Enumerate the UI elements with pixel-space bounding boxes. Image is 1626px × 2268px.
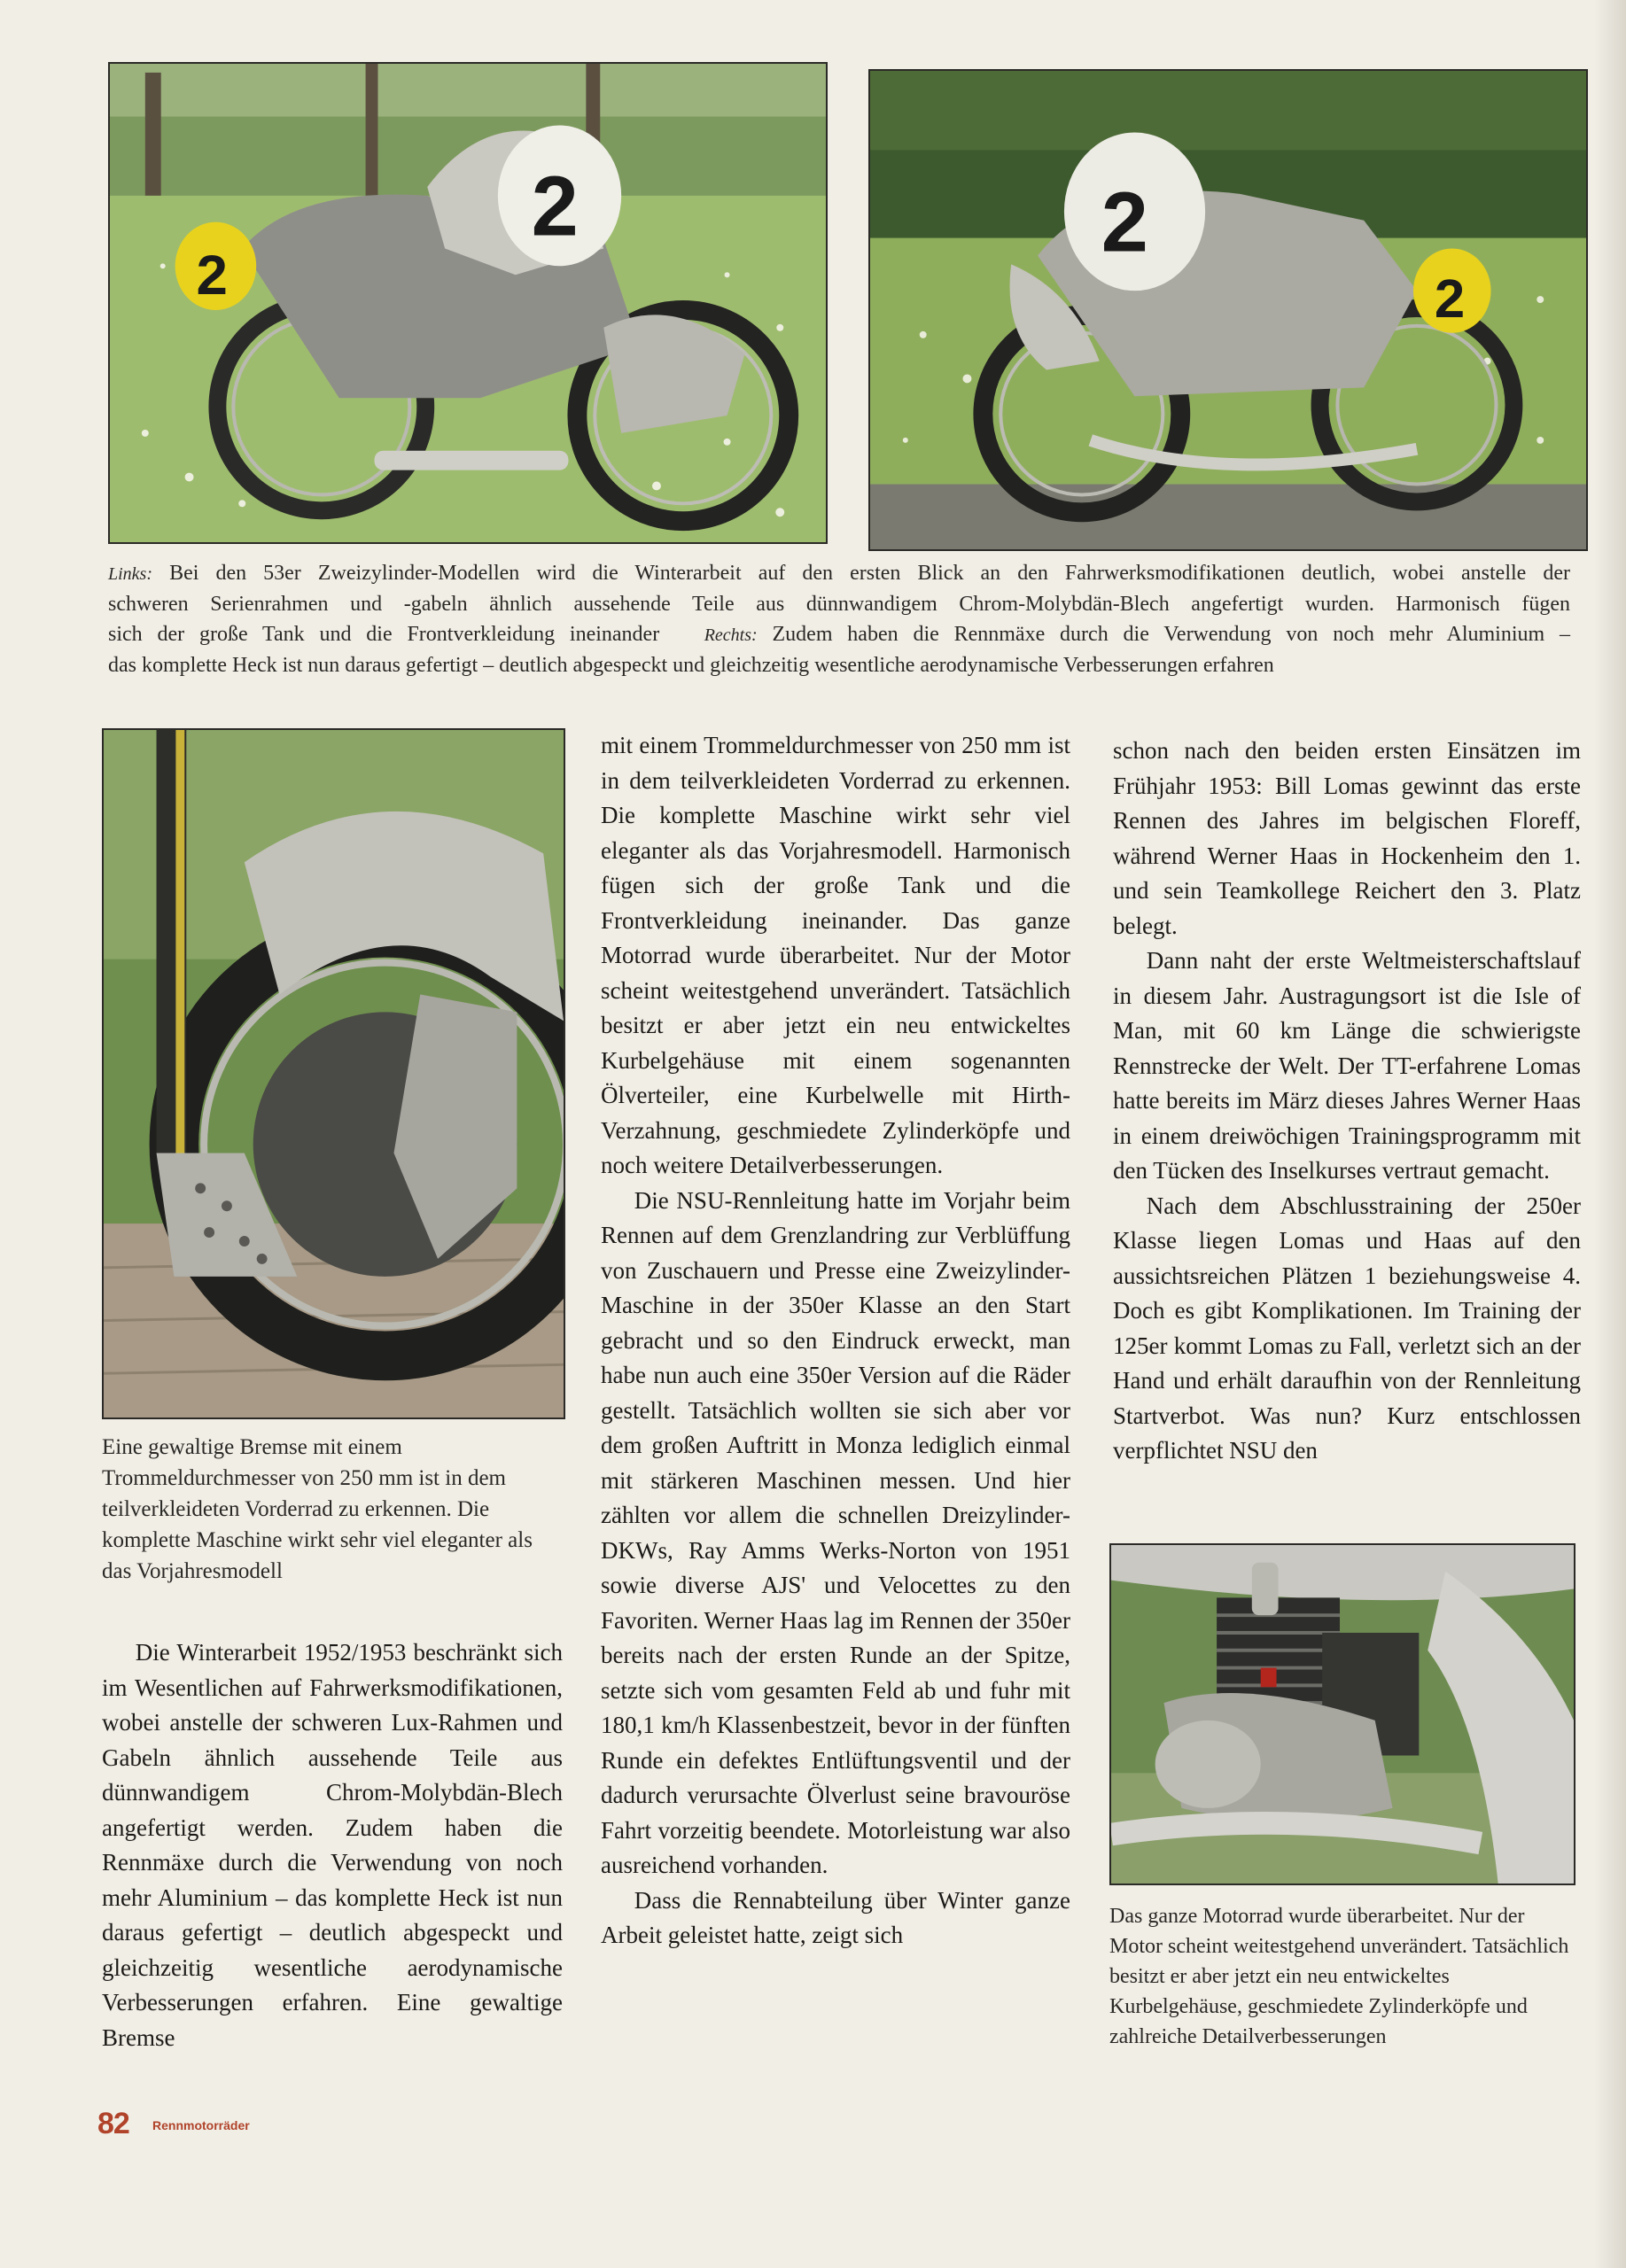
- photo-motorcycle-right: [868, 69, 1588, 551]
- column-3-paragraph-3: Nach dem Abschlusstraining der 250er Klasse liegen Lomas und Haas auf den aussichtsreichen Plätzen 1 beziehungsweise 4. Doch es gibt Komplikationen. Im Training der 125er kommt Lomas zu Fall, verletzt sich an der Hand und erhält daraufhin von der Rennleitung Startverbot. Was nun? Kurz entschlossen verpflichtet NSU den: [1113, 1192, 1581, 1464]
- running-title: Rennmotorräder: [152, 2118, 250, 2132]
- page-edge: [1594, 0, 1626, 2268]
- caption-line-1: Bei den 53er Zweizylinder-Modellen wird die Winterarbeit auf den ersten Blick an den Fahrwerksmodifikationen deutlich, wobei anstelle der: [169, 562, 1571, 585]
- race-number-side: 2: [196, 244, 228, 307]
- column-1: [102, 1635, 563, 2055]
- column-2-paragraph-1: mit einem Trommeldurchmesser von 250 mm ist in dem teilverkleideten Vorderrad zu erkennen. Die komplette Maschine wirkt sehr viel eleganter als das Vorjahresmodell. Harmonisch fügen sich der große Tank und die Frontverkleidung ineinander. Das ganze Motorrad wurde überarbeitet. Nur der Motor scheint weitestgehend unverändert. Tatsächlich besitzt er aber jetzt ein neu entwickeltes Kurbelgehäuse mit einem sogenannten Ölverteiler, eine Kurbelwelle mit Hirth-Verzahnung, geschmiedete Zylinderköpfe und noch weitere Detailverbesserungen.: [601, 732, 1070, 1178]
- photo-engine: [1109, 1543, 1575, 1885]
- caption-label-left: Links:: [108, 564, 152, 584]
- column-2-paragraph-3: Dass die Rennabteilung über Winter ganze Arbeit geleistet hatte, zeigt sich: [601, 1886, 1070, 1948]
- photo-motorcycle-left: [108, 62, 828, 544]
- caption-line-2: schweren Serienrahmen und -gabeln ähnlich aussehende Teile aus dünnwandigem Chrom-Molybdän-Blech angefertigt wurden. Harmonisch fügen: [108, 593, 1570, 616]
- column-3: [1113, 734, 1581, 1469]
- top-photo-caption: [108, 558, 1570, 680]
- engine-photo-caption: Das ganze Motorrad wurde überarbeitet. Nur der Motor scheint weitestgehend unverändert. Tatsächlich besitzt er aber jetzt ein neu entwickeltes Kurbelgehäuse, geschmiedete Zylinderköpfe und zahlreiche Detailverbesserungen: [1109, 1905, 1569, 2048]
- caption-line-3b: Zudem haben die Rennmäxe durch die Verwendung von noch mehr Aluminium –: [772, 623, 1570, 646]
- race-number-side: 2: [1434, 268, 1466, 330]
- column-3-paragraph-1: schon nach den beiden ersten Einsätzen im Frühjahr 1953: Bill Lomas gewinnt das erste Rennen des Jahres im belgischen Floreff, während Werner Haas in Hockenheim den 1. und sein Teamkollege Reichert den 3. Platz belegt.: [1113, 737, 1581, 939]
- caption-line-4: das komplette Heck ist nun daraus gefertigt – deutlich abgespeckt und gleichzeitig wesentliche aerodynamische Verbesserungen erfahren: [108, 654, 1274, 677]
- caption-line-3a: sich der große Tank und die Frontverkleidung ineinander: [108, 623, 660, 646]
- race-number-front: 2: [1101, 175, 1148, 270]
- column-2: [601, 728, 1070, 1953]
- race-number-front: 2: [531, 159, 579, 254]
- photo-front-brake: [102, 728, 565, 1419]
- column-2-paragraph-2: Die NSU-Rennleitung hatte im Vorjahr beim Rennen auf dem Grenzlandring zur Verblüffung von Zuschauern und Presse eine Zweizylinder-Maschine in der 350er Klasse an den Start gebracht und so den Eindruck erweckt, man habe nun auch eine 350er Version auf die Räder gestellt. Tatsächlich wollten sie sich aber vor dem großen Auftritt in Monza lediglich einmal mit stärkeren Maschinen messen. Und hier zählten vor allem die schnellen Dreizylinder-DKWs, Ray Amms Werks-Norton von 1951 sowie diverse AJS' und Velocettes zu den Favoriten. Werner Haas lag im Rennen der 350er bereits nach der ersten Runde an der Spitze, setzte sich vom gesamten Feld ab und fuhr mit 180,1 km/h Klassenbestzeit, bevor in der fünften Runde ein defektes Entlüftungsventil und der dadurch verursachte Ölverlust seine bravouröse Fahrt vorzeitig beendete. Motorleistung war also ausreichend vorhanden.: [601, 1186, 1070, 1878]
- page-number: 82: [97, 2107, 129, 2140]
- brake-photo-caption: Eine gewaltige Bremse mit einem Trommeldurchmesser von 250 mm ist in dem teilverkleideten Vorderrad zu erkennen. Die komplette Maschine wirkt sehr viel eleganter als das Vorjahresmodell: [102, 1435, 533, 1583]
- caption-label-right: Rechts:: [704, 625, 758, 645]
- column-3-paragraph-2: Dann naht der erste Weltmeisterschaftslauf in diesem Jahr. Austragungsort ist die Isle of Man, mit 60 km Länge die schwierigste Rennstrecke der Welt. Der TT-erfahrene Lomas hatte bereits im März dieses Jahres Werner Haas in einem dreiwöchigen Trainingsprogramm mit den Tücken des Inselkurses vertraut gemacht.: [1113, 947, 1581, 1184]
- column-1-paragraph-1: Die Winterarbeit 1952/1953 beschränkt sich im Wesentlichen auf Fahrwerksmodifikationen, wobei anstelle der schweren Lux-Rahmen und Gabeln ähnlich aussehende Teile aus dünnwandigem Chrom-Molybdän-Blech angefertigt werden. Zudem haben die Rennmäxe durch die Verwendung von noch mehr Aluminium – das komplette Heck ist nun daraus gefertigt – deutlich abgespeckt und gleichzeitig wesentliche aerodynamische Verbesserungen erfahren. Eine gewaltige Bremse: [102, 1639, 563, 2051]
